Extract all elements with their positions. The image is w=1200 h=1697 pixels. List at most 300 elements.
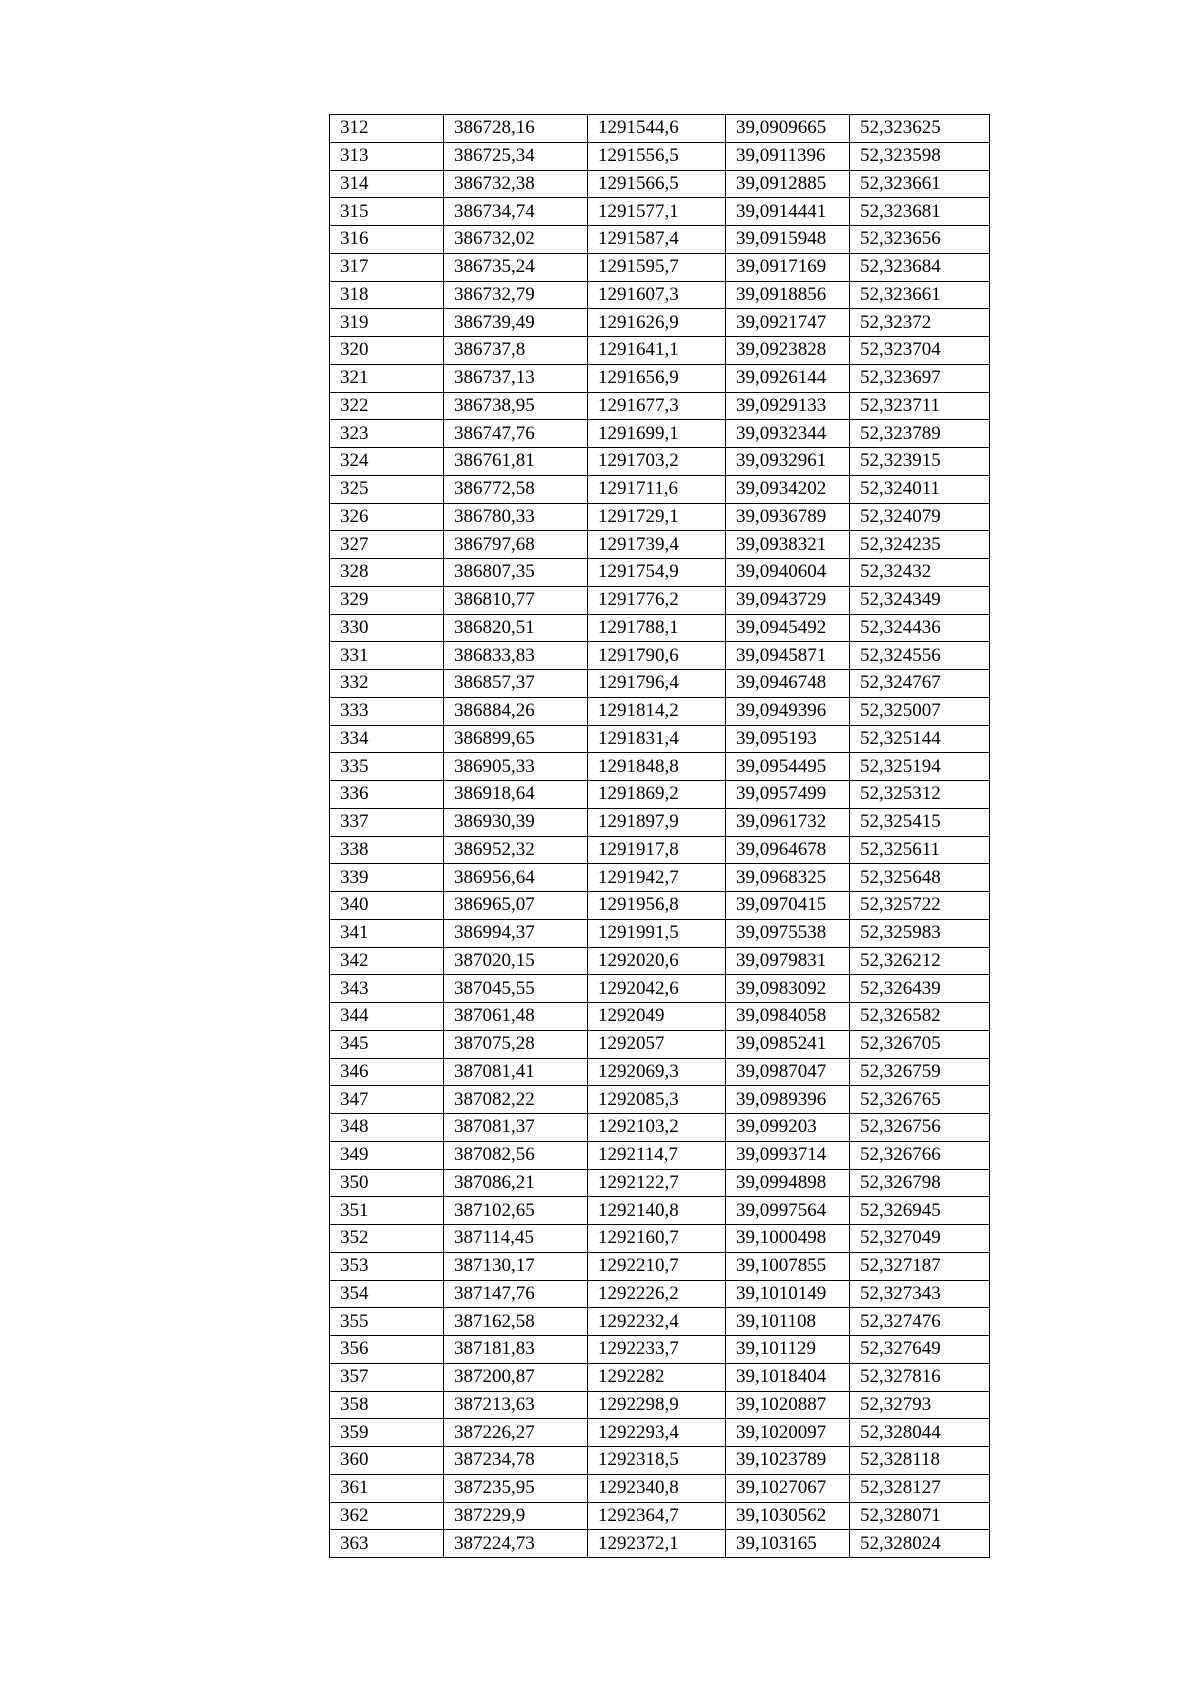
- x-coordinate-cell: 386807,35: [444, 559, 588, 587]
- x-coordinate-cell: 387075,28: [444, 1030, 588, 1058]
- y-coordinate-cell: 1291917,8: [588, 836, 726, 864]
- latitude-cell: 52,324011: [850, 475, 990, 503]
- point-number-cell: 336: [330, 781, 444, 809]
- table-row: [330, 531, 990, 559]
- latitude-cell: 52,323789: [850, 420, 990, 448]
- latitude-cell: 52,32432: [850, 559, 990, 587]
- latitude-cell: 52,323598: [850, 142, 990, 170]
- y-coordinate-cell: 1292293,4: [588, 1419, 726, 1447]
- longitude-cell: 39,0949396: [726, 697, 850, 725]
- table-row: [330, 1030, 990, 1058]
- latitude-cell: 52,323697: [850, 364, 990, 392]
- latitude-cell: 52,327816: [850, 1363, 990, 1391]
- x-coordinate-cell: 386747,76: [444, 420, 588, 448]
- x-coordinate-cell: 387082,56: [444, 1141, 588, 1169]
- point-number-cell: 346: [330, 1058, 444, 1086]
- latitude-cell: 52,323684: [850, 253, 990, 281]
- y-coordinate-cell: 1291677,3: [588, 392, 726, 420]
- x-coordinate-cell: 386732,38: [444, 170, 588, 198]
- latitude-cell: 52,324556: [850, 642, 990, 670]
- latitude-cell: 52,324079: [850, 503, 990, 531]
- x-coordinate-cell: 387020,15: [444, 947, 588, 975]
- x-coordinate-cell: 386965,07: [444, 892, 588, 920]
- latitude-cell: 52,324436: [850, 614, 990, 642]
- latitude-cell: 52,326759: [850, 1058, 990, 1086]
- table-row: [330, 781, 990, 809]
- x-coordinate-cell: 386899,65: [444, 725, 588, 753]
- longitude-cell: 39,0932344: [726, 420, 850, 448]
- point-number-cell: 328: [330, 559, 444, 587]
- y-coordinate-cell: 1292122,7: [588, 1169, 726, 1197]
- x-coordinate-cell: 386780,33: [444, 503, 588, 531]
- longitude-cell: 39,1023789: [726, 1447, 850, 1475]
- x-coordinate-cell: 387086,21: [444, 1169, 588, 1197]
- longitude-cell: 39,0954495: [726, 753, 850, 781]
- table-row: [330, 670, 990, 698]
- point-number-cell: 321: [330, 364, 444, 392]
- table-row: [330, 892, 990, 920]
- table-row: [330, 947, 990, 975]
- point-number-cell: 312: [330, 115, 444, 143]
- y-coordinate-cell: 1292210,7: [588, 1252, 726, 1280]
- table-row: [330, 1502, 990, 1530]
- longitude-cell: 39,0940604: [726, 559, 850, 587]
- longitude-cell: 39,0983092: [726, 975, 850, 1003]
- longitude-cell: 39,0984058: [726, 1003, 850, 1031]
- x-coordinate-cell: 386739,49: [444, 309, 588, 337]
- point-number-cell: 360: [330, 1447, 444, 1475]
- x-coordinate-cell: 387081,37: [444, 1114, 588, 1142]
- latitude-cell: 52,325722: [850, 892, 990, 920]
- y-coordinate-cell: 1291739,4: [588, 531, 726, 559]
- point-number-cell: 332: [330, 670, 444, 698]
- table-row: [330, 1086, 990, 1114]
- coordinates-table: [329, 114, 990, 1558]
- latitude-cell: 52,325007: [850, 697, 990, 725]
- longitude-cell: 39,0911396: [726, 142, 850, 170]
- y-coordinate-cell: 1291566,5: [588, 170, 726, 198]
- coordinates-table-body: [330, 115, 990, 1558]
- y-coordinate-cell: 1292069,3: [588, 1058, 726, 1086]
- table-row: [330, 836, 990, 864]
- y-coordinate-cell: 1292233,7: [588, 1336, 726, 1364]
- x-coordinate-cell: 386810,77: [444, 586, 588, 614]
- latitude-cell: 52,324767: [850, 670, 990, 698]
- table-row: [330, 559, 990, 587]
- latitude-cell: 52,326765: [850, 1086, 990, 1114]
- y-coordinate-cell: 1291796,4: [588, 670, 726, 698]
- longitude-cell: 39,1020097: [726, 1419, 850, 1447]
- table-row: [330, 1280, 990, 1308]
- longitude-cell: 39,0912885: [726, 170, 850, 198]
- x-coordinate-cell: 386833,83: [444, 642, 588, 670]
- longitude-cell: 39,1007855: [726, 1252, 850, 1280]
- longitude-cell: 39,0936789: [726, 503, 850, 531]
- table-row: [330, 1003, 990, 1031]
- x-coordinate-cell: 386735,24: [444, 253, 588, 281]
- latitude-cell: 52,323661: [850, 281, 990, 309]
- point-number-cell: 320: [330, 337, 444, 365]
- point-number-cell: 334: [330, 725, 444, 753]
- latitude-cell: 52,323661: [850, 170, 990, 198]
- latitude-cell: 52,326945: [850, 1197, 990, 1225]
- point-number-cell: 363: [330, 1530, 444, 1558]
- table-row: [330, 337, 990, 365]
- y-coordinate-cell: 1292372,1: [588, 1530, 726, 1558]
- y-coordinate-cell: 1292340,8: [588, 1474, 726, 1502]
- latitude-cell: 52,323915: [850, 448, 990, 476]
- table-row: [330, 586, 990, 614]
- x-coordinate-cell: 386728,16: [444, 115, 588, 143]
- longitude-cell: 39,1030562: [726, 1502, 850, 1530]
- latitude-cell: 52,324235: [850, 531, 990, 559]
- x-coordinate-cell: 387045,55: [444, 975, 588, 1003]
- table-row: [330, 253, 990, 281]
- longitude-cell: 39,0934202: [726, 475, 850, 503]
- table-row: [330, 142, 990, 170]
- latitude-cell: 52,328024: [850, 1530, 990, 1558]
- longitude-cell: 39,0915948: [726, 226, 850, 254]
- latitude-cell: 52,323656: [850, 226, 990, 254]
- y-coordinate-cell: 1291626,9: [588, 309, 726, 337]
- latitude-cell: 52,32793: [850, 1391, 990, 1419]
- x-coordinate-cell: 386772,58: [444, 475, 588, 503]
- y-coordinate-cell: 1291788,1: [588, 614, 726, 642]
- point-number-cell: 316: [330, 226, 444, 254]
- table-row: [330, 1114, 990, 1142]
- point-number-cell: 341: [330, 919, 444, 947]
- latitude-cell: 52,326439: [850, 975, 990, 1003]
- point-number-cell: 337: [330, 808, 444, 836]
- longitude-cell: 39,0964678: [726, 836, 850, 864]
- table-row: [330, 1474, 990, 1502]
- longitude-cell: 39,0985241: [726, 1030, 850, 1058]
- x-coordinate-cell: 386905,33: [444, 753, 588, 781]
- table-row: [330, 115, 990, 143]
- point-number-cell: 330: [330, 614, 444, 642]
- point-number-cell: 352: [330, 1225, 444, 1253]
- table-row: [330, 1225, 990, 1253]
- point-number-cell: 345: [330, 1030, 444, 1058]
- y-coordinate-cell: 1292140,8: [588, 1197, 726, 1225]
- x-coordinate-cell: 387114,45: [444, 1225, 588, 1253]
- x-coordinate-cell: 386994,37: [444, 919, 588, 947]
- longitude-cell: 39,0918856: [726, 281, 850, 309]
- table-row: [330, 1336, 990, 1364]
- y-coordinate-cell: 1292057: [588, 1030, 726, 1058]
- table-row: [330, 1363, 990, 1391]
- table-row: [330, 198, 990, 226]
- table-row: [330, 475, 990, 503]
- point-number-cell: 359: [330, 1419, 444, 1447]
- x-coordinate-cell: 386734,74: [444, 198, 588, 226]
- latitude-cell: 52,323625: [850, 115, 990, 143]
- x-coordinate-cell: 387102,65: [444, 1197, 588, 1225]
- point-number-cell: 355: [330, 1308, 444, 1336]
- point-number-cell: 348: [330, 1114, 444, 1142]
- table-row: [330, 1197, 990, 1225]
- x-coordinate-cell: 387234,78: [444, 1447, 588, 1475]
- y-coordinate-cell: 1292298,9: [588, 1391, 726, 1419]
- point-number-cell: 314: [330, 170, 444, 198]
- longitude-cell: 39,0945871: [726, 642, 850, 670]
- point-number-cell: 335: [330, 753, 444, 781]
- y-coordinate-cell: 1291544,6: [588, 115, 726, 143]
- latitude-cell: 52,325648: [850, 864, 990, 892]
- y-coordinate-cell: 1291754,9: [588, 559, 726, 587]
- latitude-cell: 52,325611: [850, 836, 990, 864]
- table-row: [330, 281, 990, 309]
- point-number-cell: 358: [330, 1391, 444, 1419]
- point-number-cell: 319: [330, 309, 444, 337]
- y-coordinate-cell: 1291897,9: [588, 808, 726, 836]
- y-coordinate-cell: 1291641,1: [588, 337, 726, 365]
- longitude-cell: 39,0970415: [726, 892, 850, 920]
- y-coordinate-cell: 1291790,6: [588, 642, 726, 670]
- table-row: [330, 226, 990, 254]
- y-coordinate-cell: 1292114,7: [588, 1141, 726, 1169]
- latitude-cell: 52,326766: [850, 1141, 990, 1169]
- latitude-cell: 52,325194: [850, 753, 990, 781]
- latitude-cell: 52,32372: [850, 309, 990, 337]
- longitude-cell: 39,0993714: [726, 1141, 850, 1169]
- point-number-cell: 361: [330, 1474, 444, 1502]
- point-number-cell: 338: [330, 836, 444, 864]
- table-row: [330, 392, 990, 420]
- x-coordinate-cell: 387226,27: [444, 1419, 588, 1447]
- y-coordinate-cell: 1291595,7: [588, 253, 726, 281]
- longitude-cell: 39,0975538: [726, 919, 850, 947]
- x-coordinate-cell: 386820,51: [444, 614, 588, 642]
- table-row: [330, 753, 990, 781]
- longitude-cell: 39,101108: [726, 1308, 850, 1336]
- point-number-cell: 323: [330, 420, 444, 448]
- x-coordinate-cell: 386732,02: [444, 226, 588, 254]
- point-number-cell: 356: [330, 1336, 444, 1364]
- longitude-cell: 39,0987047: [726, 1058, 850, 1086]
- table-row: [330, 864, 990, 892]
- x-coordinate-cell: 386797,68: [444, 531, 588, 559]
- point-number-cell: 357: [330, 1363, 444, 1391]
- point-number-cell: 339: [330, 864, 444, 892]
- point-number-cell: 325: [330, 475, 444, 503]
- latitude-cell: 52,323704: [850, 337, 990, 365]
- table-row: [330, 1252, 990, 1280]
- point-number-cell: 340: [330, 892, 444, 920]
- longitude-cell: 39,0968325: [726, 864, 850, 892]
- longitude-cell: 39,0943729: [726, 586, 850, 614]
- latitude-cell: 52,326705: [850, 1030, 990, 1058]
- x-coordinate-cell: 387224,73: [444, 1530, 588, 1558]
- latitude-cell: 52,327649: [850, 1336, 990, 1364]
- latitude-cell: 52,325983: [850, 919, 990, 947]
- latitude-cell: 52,327476: [850, 1308, 990, 1336]
- x-coordinate-cell: 386956,64: [444, 864, 588, 892]
- x-coordinate-cell: 387162,58: [444, 1308, 588, 1336]
- longitude-cell: 39,0945492: [726, 614, 850, 642]
- y-coordinate-cell: 1291607,3: [588, 281, 726, 309]
- table-row: [330, 309, 990, 337]
- x-coordinate-cell: 387130,17: [444, 1252, 588, 1280]
- latitude-cell: 52,328118: [850, 1447, 990, 1475]
- longitude-cell: 39,099203: [726, 1114, 850, 1142]
- x-coordinate-cell: 386952,32: [444, 836, 588, 864]
- table-row: [330, 642, 990, 670]
- y-coordinate-cell: 1291831,4: [588, 725, 726, 753]
- longitude-cell: 39,0994898: [726, 1169, 850, 1197]
- point-number-cell: 350: [330, 1169, 444, 1197]
- y-coordinate-cell: 1291991,5: [588, 919, 726, 947]
- longitude-cell: 39,0946748: [726, 670, 850, 698]
- point-number-cell: 349: [330, 1141, 444, 1169]
- table-row: [330, 448, 990, 476]
- x-coordinate-cell: 387081,41: [444, 1058, 588, 1086]
- latitude-cell: 52,325144: [850, 725, 990, 753]
- longitude-cell: 39,1027067: [726, 1474, 850, 1502]
- table-row: [330, 1169, 990, 1197]
- longitude-cell: 39,0938321: [726, 531, 850, 559]
- point-number-cell: 313: [330, 142, 444, 170]
- latitude-cell: 52,326798: [850, 1169, 990, 1197]
- y-coordinate-cell: 1291711,6: [588, 475, 726, 503]
- point-number-cell: 343: [330, 975, 444, 1003]
- latitude-cell: 52,328071: [850, 1502, 990, 1530]
- latitude-cell: 52,327343: [850, 1280, 990, 1308]
- longitude-cell: 39,1000498: [726, 1225, 850, 1253]
- x-coordinate-cell: 387213,63: [444, 1391, 588, 1419]
- latitude-cell: 52,327187: [850, 1252, 990, 1280]
- point-number-cell: 315: [330, 198, 444, 226]
- table-row: [330, 503, 990, 531]
- longitude-cell: 39,0921747: [726, 309, 850, 337]
- longitude-cell: 39,0997564: [726, 1197, 850, 1225]
- longitude-cell: 39,0989396: [726, 1086, 850, 1114]
- table-row: [330, 1419, 990, 1447]
- x-coordinate-cell: 387235,95: [444, 1474, 588, 1502]
- point-number-cell: 351: [330, 1197, 444, 1225]
- x-coordinate-cell: 386738,95: [444, 392, 588, 420]
- y-coordinate-cell: 1292103,2: [588, 1114, 726, 1142]
- latitude-cell: 52,324349: [850, 586, 990, 614]
- point-number-cell: 326: [330, 503, 444, 531]
- y-coordinate-cell: 1292282: [588, 1363, 726, 1391]
- x-coordinate-cell: 387147,76: [444, 1280, 588, 1308]
- point-number-cell: 329: [330, 586, 444, 614]
- point-number-cell: 317: [330, 253, 444, 281]
- point-number-cell: 353: [330, 1252, 444, 1280]
- table-row: [330, 420, 990, 448]
- x-coordinate-cell: 386737,13: [444, 364, 588, 392]
- y-coordinate-cell: 1291848,8: [588, 753, 726, 781]
- longitude-cell: 39,0929133: [726, 392, 850, 420]
- y-coordinate-cell: 1291729,1: [588, 503, 726, 531]
- table-row: [330, 1308, 990, 1336]
- latitude-cell: 52,326756: [850, 1114, 990, 1142]
- table-row: [330, 919, 990, 947]
- longitude-cell: 39,095193: [726, 725, 850, 753]
- longitude-cell: 39,1010149: [726, 1280, 850, 1308]
- y-coordinate-cell: 1291556,5: [588, 142, 726, 170]
- y-coordinate-cell: 1291577,1: [588, 198, 726, 226]
- point-number-cell: 347: [330, 1086, 444, 1114]
- y-coordinate-cell: 1291656,9: [588, 364, 726, 392]
- point-number-cell: 324: [330, 448, 444, 476]
- table-row: [330, 1058, 990, 1086]
- y-coordinate-cell: 1291699,1: [588, 420, 726, 448]
- point-number-cell: 362: [330, 1502, 444, 1530]
- longitude-cell: 39,0923828: [726, 337, 850, 365]
- y-coordinate-cell: 1291869,2: [588, 781, 726, 809]
- table-row: [330, 1530, 990, 1558]
- table-row: [330, 697, 990, 725]
- y-coordinate-cell: 1291814,2: [588, 697, 726, 725]
- table-row: [330, 1141, 990, 1169]
- longitude-cell: 39,0926144: [726, 364, 850, 392]
- table-row: [330, 808, 990, 836]
- longitude-cell: 39,1020887: [726, 1391, 850, 1419]
- x-coordinate-cell: 387200,87: [444, 1363, 588, 1391]
- latitude-cell: 52,325415: [850, 808, 990, 836]
- latitude-cell: 52,323681: [850, 198, 990, 226]
- longitude-cell: 39,103165: [726, 1530, 850, 1558]
- y-coordinate-cell: 1292232,4: [588, 1308, 726, 1336]
- y-coordinate-cell: 1292160,7: [588, 1225, 726, 1253]
- x-coordinate-cell: 386918,64: [444, 781, 588, 809]
- latitude-cell: 52,326212: [850, 947, 990, 975]
- table-row: [330, 725, 990, 753]
- x-coordinate-cell: 386884,26: [444, 697, 588, 725]
- x-coordinate-cell: 386761,81: [444, 448, 588, 476]
- x-coordinate-cell: 386930,39: [444, 808, 588, 836]
- y-coordinate-cell: 1291703,2: [588, 448, 726, 476]
- y-coordinate-cell: 1291956,8: [588, 892, 726, 920]
- latitude-cell: 52,328127: [850, 1474, 990, 1502]
- y-coordinate-cell: 1292085,3: [588, 1086, 726, 1114]
- y-coordinate-cell: 1292042,6: [588, 975, 726, 1003]
- table-row: [330, 1391, 990, 1419]
- y-coordinate-cell: 1292364,7: [588, 1502, 726, 1530]
- longitude-cell: 39,0979831: [726, 947, 850, 975]
- y-coordinate-cell: 1292020,6: [588, 947, 726, 975]
- longitude-cell: 39,101129: [726, 1336, 850, 1364]
- longitude-cell: 39,0914441: [726, 198, 850, 226]
- point-number-cell: 331: [330, 642, 444, 670]
- x-coordinate-cell: 386725,34: [444, 142, 588, 170]
- x-coordinate-cell: 386857,37: [444, 670, 588, 698]
- point-number-cell: 333: [330, 697, 444, 725]
- x-coordinate-cell: 386732,79: [444, 281, 588, 309]
- y-coordinate-cell: 1292049: [588, 1003, 726, 1031]
- x-coordinate-cell: 387181,83: [444, 1336, 588, 1364]
- y-coordinate-cell: 1291942,7: [588, 864, 726, 892]
- table-row: [330, 1447, 990, 1475]
- latitude-cell: 52,327049: [850, 1225, 990, 1253]
- x-coordinate-cell: 387082,22: [444, 1086, 588, 1114]
- table-row: [330, 364, 990, 392]
- y-coordinate-cell: 1291587,4: [588, 226, 726, 254]
- longitude-cell: 39,0961732: [726, 808, 850, 836]
- point-number-cell: 342: [330, 947, 444, 975]
- point-number-cell: 344: [330, 1003, 444, 1031]
- longitude-cell: 39,0932961: [726, 448, 850, 476]
- x-coordinate-cell: 387229,9: [444, 1502, 588, 1530]
- point-number-cell: 318: [330, 281, 444, 309]
- y-coordinate-cell: 1291776,2: [588, 586, 726, 614]
- latitude-cell: 52,326582: [850, 1003, 990, 1031]
- latitude-cell: 52,328044: [850, 1419, 990, 1447]
- table-row: [330, 975, 990, 1003]
- x-coordinate-cell: 386737,8: [444, 337, 588, 365]
